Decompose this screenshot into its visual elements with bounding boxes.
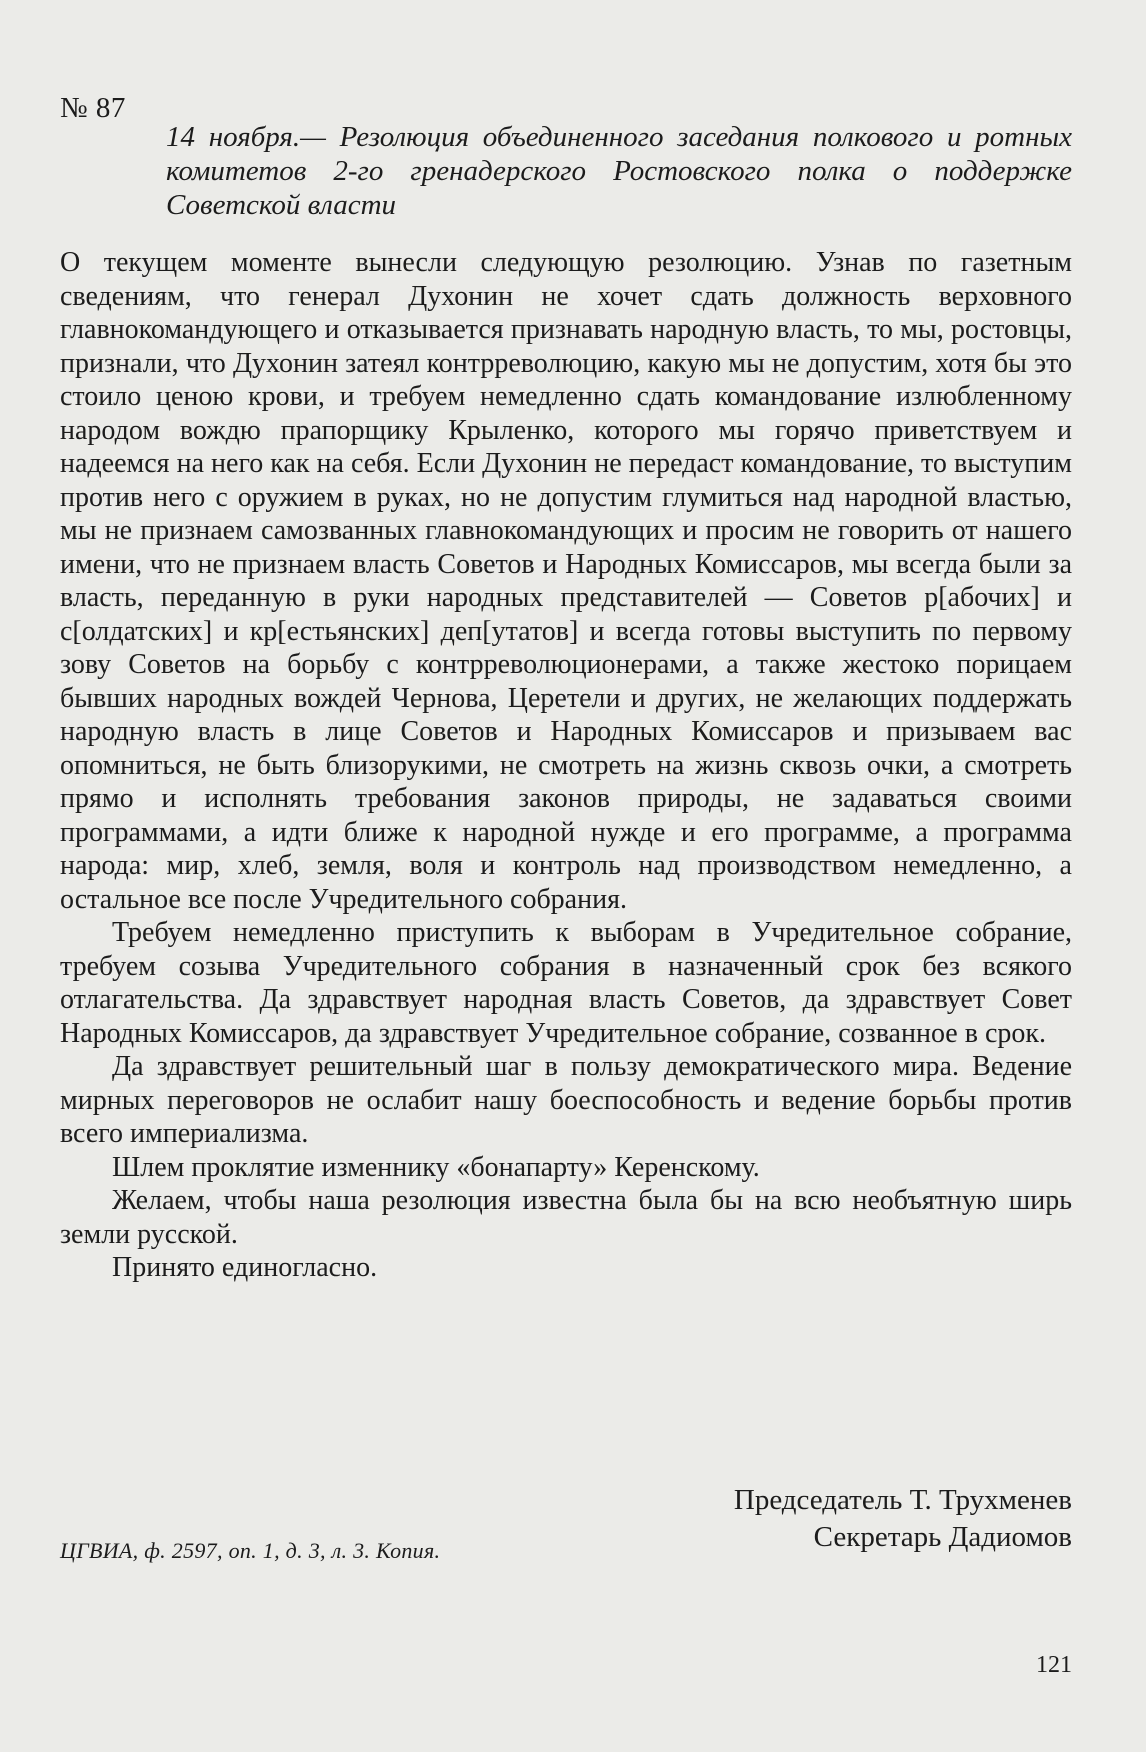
resolution-text [60, 246, 1072, 1285]
paragraph: Требуем немедленно приступить к выборам в Учредительное собрание, требуем созыва Учредительного собрания в назначенный срок без всякого отлагательства. Да здравствует народная власть Советов, да здравствует Совет Народных Комиссаров, да здравствует Учредительное собрание, созванное в срок. [60, 917, 1072, 1049]
paragraph: О текущем моменте вынесли следующую резолюцию. Узнав по газетным сведениям, что генерал Духонин не хочет сдать должность верховного главнокомандующего и отказывается признавать народную власть, то мы, ростовцы, признали, что Духонин затеял контрреволюцию, какую мы не допустим, хотя бы это стоило ценою крови, и требуем немедленно сдать командование излюбленному народом вождю прапорщику Крыленко, которого мы горячо приветствуем и надеемся на него как на себя. Если Духонин не передаст командование, то выступим против него с оружием в руках, но не допустим глумиться над народной властью, мы не признаем самозванных главнокомандующих и просим не говорить от нашего имени, что не признаем власть Советов и Народных Комиссаров, мы всегда были за власть, переданную в руки народных представителей — Советов р[абочих] и с[олдатских] и кр[естьянских] деп[утатов] и всегда готовы выступить по первому зову Советов на борьбу с контрреволюционерами, а также жестоко порицаем бывших народных вождей Чернова, Церетели и других, не желающих поддержать народную власть в лице Советов и Народных Комиссаров и призываем вас опомниться, не быть близорукими, не смотреть на жизнь сквозь очки, а смотреть прямо и исполнять требования законов природы, не задаваться своими программами, а идти ближе к народной нужде и его программе, а программа народа: мир, хлеб, земля, воля и контроль над производством немедленно, а остальное все после Учредительного собрания. [60, 247, 1072, 915]
page-number: 121 [1036, 1652, 1072, 1678]
paragraph: Да здравствует решительный шаг в пользу демократического мира. Ведение мирных переговоров не ослабит нашу боеспособность и ведение борьбы против всего империализма. [60, 1051, 1072, 1149]
document-number: № 87 [60, 92, 126, 124]
paragraph: Шлем проклятие изменнику «бонапарту» Керенскому. [112, 1151, 760, 1183]
chairman-signature: Председатель Т. Трухменев [733, 1484, 1072, 1516]
document-heading: 14 ноября.— Резолюция объединенного заседания полкового и ротных комитетов 2-го гренадерского Ростовского полка о поддержке Советской власти [166, 121, 1072, 221]
archive-source: ЦГВИА, ф. 2597, оп. 1, д. 3, л. 3. Копия. [60, 1538, 441, 1563]
paragraph: Принято единогласно. [112, 1252, 378, 1283]
signature-block [372, 1482, 1072, 1556]
secretary-signature: Секретарь Дадиомов [813, 1521, 1072, 1553]
paragraph: Желаем, чтобы наша резолюция известна была бы на всю необъятную ширь земли русской. [60, 1185, 1072, 1250]
